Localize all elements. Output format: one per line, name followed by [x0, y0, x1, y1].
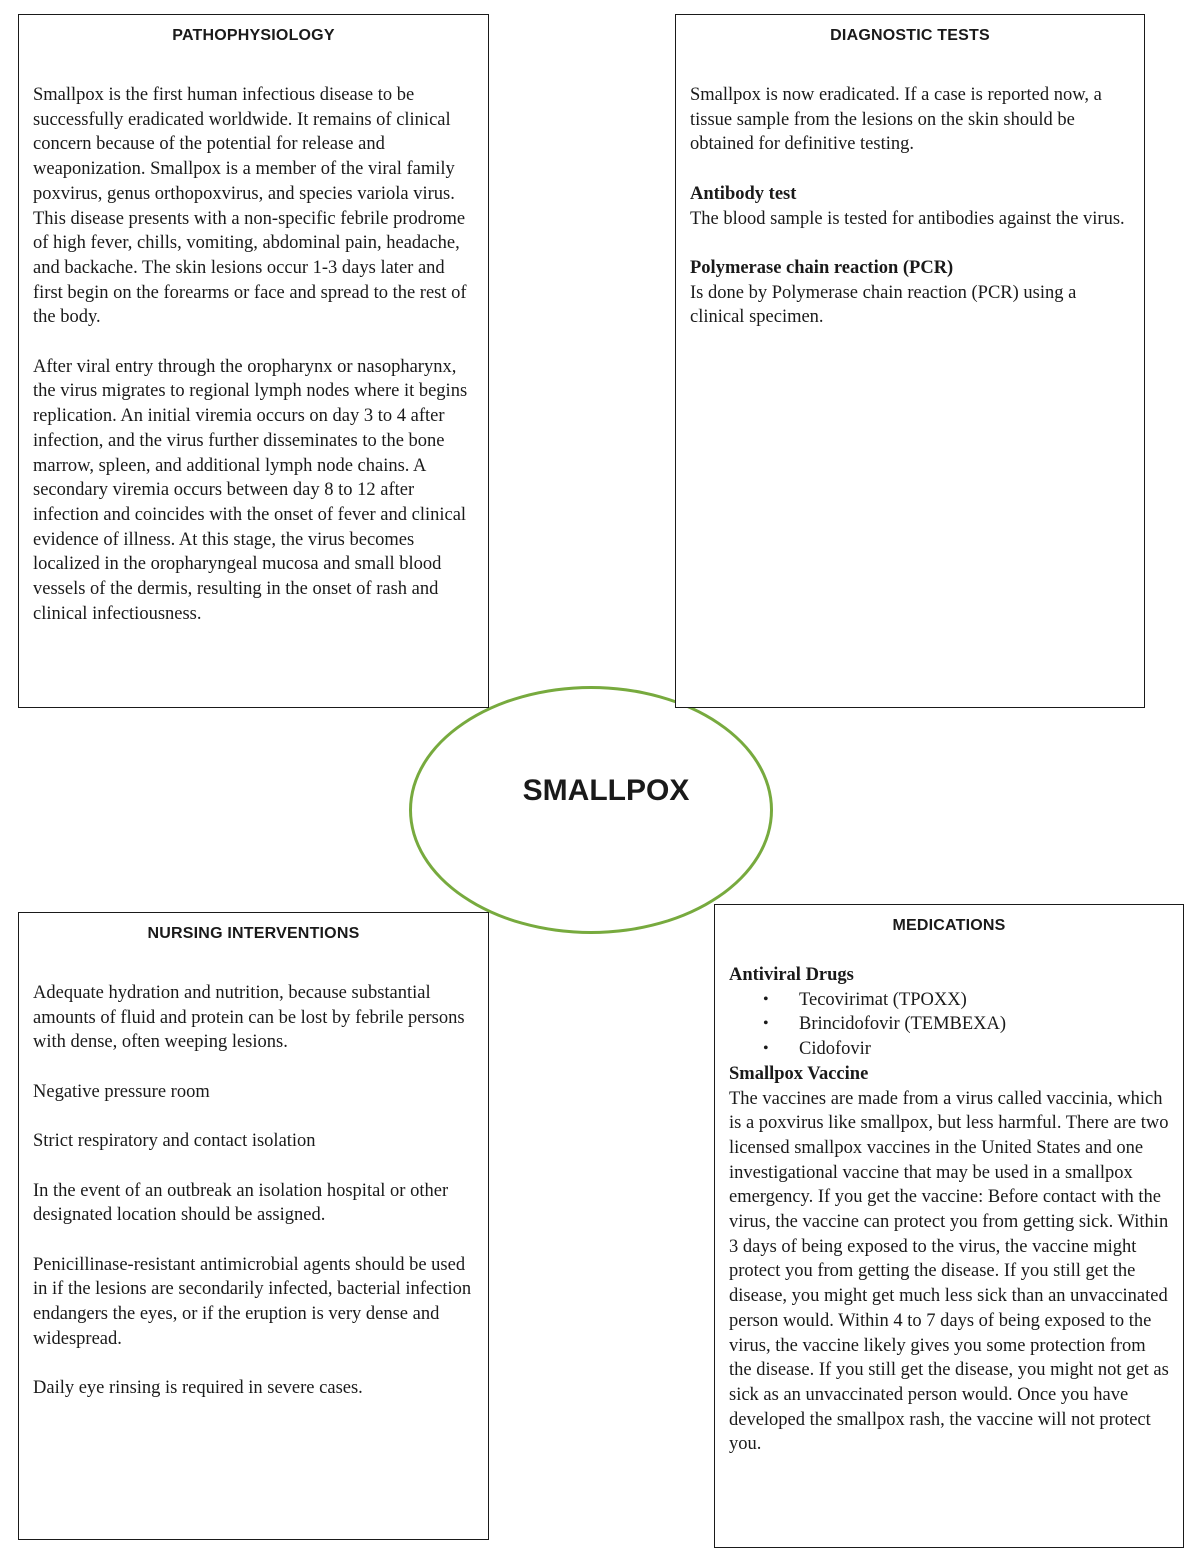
- antiviral-drug-name: Tecovirimat (TPOXX): [799, 989, 967, 1010]
- nursing-interventions-box: [18, 912, 489, 1540]
- pathophysiology-paragraph: After viral entry through the oropharynx or nasopharynx, the virus migrates to regional lymph nodes where it begins replication. An initial viremia occurs on day 3 to 4 after infection, and the virus further disseminates to the bone marrow, spleen, and additional lymph node chains. A secondary viremia occurs between day 8 to 12 after infection and coincides with the onset of fever and clinical evidence of illness. At this stage, the virus becomes localized in the oropharyngeal mucosa and small blood vessels of the dermis, resulting in the onset of rash and clinical infectiousness.: [33, 356, 468, 624]
- pathophysiology-box: [18, 14, 489, 708]
- pathophysiology-body: [33, 83, 474, 626]
- nursing-intervention-item: Negative pressure room: [33, 1081, 210, 1102]
- antiviral-drug-name: Brincidofovir (TEMBEXA): [799, 1014, 1007, 1035]
- diagnostic-test-item: [690, 256, 1130, 330]
- diagnostic-tests-body: [690, 83, 1130, 330]
- diagnostic-test-name: Polymerase chain reaction (PCR): [690, 257, 954, 278]
- medications-box: [714, 904, 1184, 1548]
- pathophysiology-title: PATHOPHYSIOLOGY: [172, 27, 335, 44]
- antiviral-drug-item: [763, 1012, 1169, 1037]
- nursing-interventions-body: [33, 981, 474, 1401]
- antiviral-drug-item: [763, 1037, 1169, 1062]
- nursing-interventions-title: NURSING INTERVENTIONS: [147, 925, 360, 942]
- center-ellipse: [409, 686, 773, 934]
- nursing-intervention-item: Daily eye rinsing is required in severe cases.: [33, 1378, 363, 1399]
- diagnostic-test-description: Is done by Polymerase chain reaction (PCR) using a clinical specimen.: [690, 282, 1077, 328]
- diagnostic-test-description: The blood sample is tested for antibodies against the virus.: [690, 208, 1125, 229]
- antiviral-drug-item: [763, 988, 1169, 1013]
- antiviral-drug-name: Cidofovir: [799, 1039, 871, 1060]
- vaccine-heading: Smallpox Vaccine: [729, 1063, 869, 1084]
- nursing-intervention-item: Strict respiratory and contact isolation: [33, 1131, 316, 1152]
- nursing-intervention-item: Adequate hydration and nutrition, because substantial amounts of fluid and protein can be lost by febrile persons with dense, often weeping lesions.: [33, 983, 465, 1053]
- bullet-icon: •: [763, 1015, 769, 1033]
- diagnostic-intro: Smallpox is now eradicated. If a case is reported now, a tissue sample from the lesions on the skin should be obtained for definitive testing.: [690, 85, 1102, 155]
- diagnostic-tests-box: [675, 14, 1145, 708]
- vaccine-text: The vaccines are made from a virus called vaccinia, which is a poxvirus like smallpox, but less harmful. There are two licensed smallpox vaccines in the United States and one investigational vaccine that may be used in a smallpox emergency. If you get the vaccine: Before contact with the virus, the vaccine can protect you from getting sick. Within 3 days of being exposed to the virus, the vaccine might protect you from getting the disease. If you still get the disease, you might get much less sick than an unvaccinated person would. Within 4 to 7 days of being exposed to the virus, the vaccine likely gives you some protection from the disease. If you still get the disease, you might not get as sick as an unvaccinated person would. Once you have developed the smallpox rash, the vaccine will not protect you.: [729, 1088, 1169, 1455]
- antiviral-drug-list: [729, 988, 1169, 1062]
- pathophysiology-paragraph: Smallpox is the first human infectious disease to be successfully eradicated worldwide. It remains of clinical concern because of the potential for release and weaponization. Smallpox is a member of the viral family poxvirus, genus orthopoxvirus, and species variola virus. This disease presents with a non-specific febrile prodrome of high fever, chills, vomiting, abdominal pain, headache, and backache. The skin lesions occur 1-3 days later and first begin on the forearms or face and spread to the rest of the body.: [33, 85, 467, 328]
- diagnostic-test-name: Antibody test: [690, 183, 797, 204]
- nursing-intervention-item: Penicillinase-resistant antimicrobial agents should be used in if the lesions are secondarily infected, bacterial infection endangers the eyes, or if the eruption is very dense and widespread.: [33, 1254, 472, 1349]
- medications-body: [729, 963, 1169, 1457]
- center-title: SMALLPOX: [522, 774, 690, 807]
- bullet-icon: •: [763, 990, 769, 1008]
- diagnostic-tests-title: DIAGNOSTIC TESTS: [830, 27, 990, 44]
- antiviral-heading: Antiviral Drugs: [729, 965, 854, 985]
- medications-title: MEDICATIONS: [892, 917, 1006, 934]
- bullet-icon: •: [763, 1040, 769, 1058]
- diagnostic-test-item: [690, 182, 1130, 231]
- nursing-intervention-item: In the event of an outbreak an isolation hospital or other designated location should be assigned.: [33, 1180, 449, 1226]
